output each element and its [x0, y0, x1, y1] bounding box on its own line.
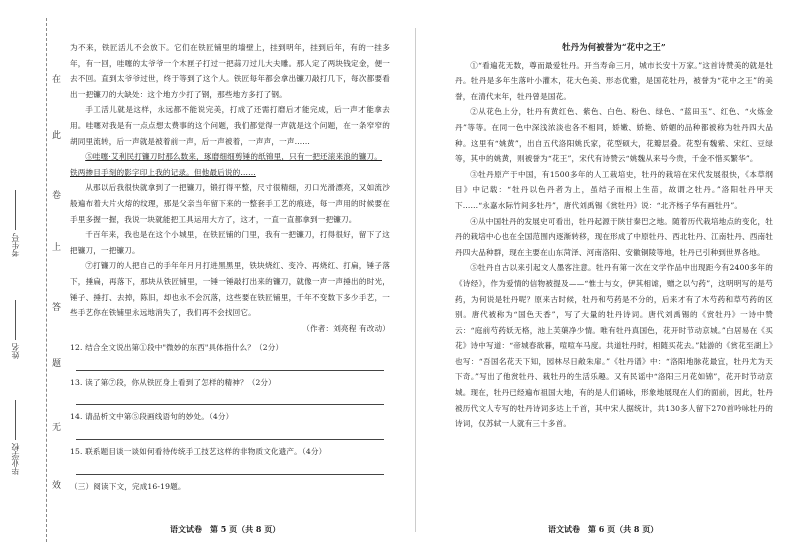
paragraph: ⑤牡丹自古以来引起文人墨客注意。牡丹有第一次在文学作品中出现距今有2400多年的《诗经》，作为爱情的信物被提及——“惟士与女，伊其相谑，赠之以勺药”，这明明写的是芍药，为何说是牡丹呢？原来古时候，牡丹和芍药是不分的，后来才有了木芍药和草芍药的区别。唐代被称为“国色天香”，写了大量的牡丹诗词。唐代刘禹锡的《赏牡丹》一诗中赞云：“庭前芍药妖无格，池上芙蕖净少情。唯有牡丹真国色，花开时节动京城。”白居易在《买花》诗中写道：“帝城春欲暮，喧喧车马度。共道牡丹时，相随买花去。”陆游的《赏花至湖上》也写：“吾国名花天下知，园林尽日敞朱扉。”《牡丹谱》中：“洛阳地脉花最宜，牡丹尤为天下奇。”写出了他赏牡丹、栽牡丹的生活乐趣。又有民谣中“洛阳三月花如锦”，花开时节动京城。现在，牡丹已经遍布祖国大地，有的是人们诵咏，形象地展现在人们的面前，因此，牡丹被历代文人专写的牡丹诗词多达上千首，其中宋人据统计，共130多人留下270首吟咏牡丹的诗词，仅苏轼一人就有三十多首。 — [455, 263, 773, 429]
answer-line[interactable] — [76, 425, 384, 440]
margin-char: 上 — [52, 243, 62, 253]
section-heading: （三）阅读下文，完成16-19题。 — [70, 481, 186, 491]
question-14: 14. 请品析文中第⑤段画线语句的妙处。（4分） — [70, 412, 234, 422]
question-13: 13. 读了第⑦段，你从铁匠身上看到了怎样的精神？（2分） — [70, 377, 276, 387]
question-15: 15. 联系题目谈一谈如何看待传统手工技艺这样的非物质文化遗产。（4分） — [70, 447, 327, 457]
page-footer: 语文试卷 第 5 页（共 8 页） — [170, 524, 281, 534]
margin-char: 答 — [52, 303, 62, 313]
paragraph: ⑦打镰刀的人把自己的手年年月月打进黑黑里，铁块烧红、变冷、再烧红、打扁，锤子落下，捶扁，再落下，那块从铁匠铺里，一锤一锤敲打出来的镰刀，就像一声一声捶出的时光，锤子、捶打、去掉，陈旧，却也永不会沉落，这些要在铁匠铺里，千年不变数下多少手艺，一些手艺你在铁铺里永远地消失了，我们再不会找回它。 — [70, 261, 390, 318]
paragraph: 千百年来，我也是在这个小城里，在铁匠铺的门里，我有一把镰刀，打得很好，留下了这把镰刀，一把镰刀。 — [70, 230, 390, 255]
school-field: 毕业学校 — [10, 400, 21, 475]
paragraph: ②从花色上分，牡丹有黄红色、紫色、白色、粉色、绿色、“蓝田玉”、红色、“火炼金丹”等等。在同一色中深浅浓淡也各不相同，娇嫩、娇艳、娇媚的品种都被称为牡丹四大品种。这里有“姚黄”，出自五代洛阳姚氏家，花型硕大，花瓣层叠。花型有魏紫、宋红、豆绿等，其中的姚黄，则被誉为“花王”，宋代有诗赞云“姚魏从来号今贵，千金不惜买繁华”。 — [455, 107, 773, 164]
margin-char: 卷 — [52, 191, 62, 201]
paragraph: 从那以后我很快就拿到了一把镰刀，锻打得平整，尺寸很精细，刃口光滑漂亮，又如流沙般遍布着大片火熔的纹理，那是父亲当年留下来的一整套手工艺的痕迹，每一声用的时候要在手里多握一握，我说一块就能把工具运用大方了，这才，一直一直都拿到一把镰刀。 — [70, 183, 390, 224]
paragraph: ①“看遍花无数，尊而最爱牡丹。开当寿命三月，城市长安十万家。”这首诗赞美的就是牡丹。牡丹是多年生落叶小灌木，花大色美、形态优雅，是国花牡丹，被誉为“花中之王”的美誉，在清代末年，牡丹曾是国花。 — [455, 60, 773, 101]
page-5 — [70, 40, 390, 494]
name-field: 姓名 — [10, 300, 21, 359]
page-footer: 语文试卷 第 6 页（共 8 页） — [548, 524, 659, 534]
margin-char: 效 — [52, 481, 62, 491]
binding-margin — [0, 0, 62, 560]
answer-line[interactable] — [76, 390, 384, 405]
underlined-paragraph: ⑤哇噻·艾利民打镰刀时那么数来，琢磨细细剪锤的纸锦里，只有一把还滚来浪的镰刀。 — [85, 152, 383, 162]
page-6 — [455, 40, 773, 432]
underlined-paragraph: 铁两掺目手刻的影字印上我的记录。但他最后说的…… — [70, 167, 256, 177]
margin-char: 题 — [52, 359, 62, 369]
author-note: （作者：刘亮程 有改动） — [302, 323, 390, 333]
examinee-number-field: 考生号 — [10, 190, 21, 257]
answer-line[interactable] — [76, 460, 384, 475]
paragraph: ③牡丹原产于中国，有1500多年的人工栽培史，牡丹的栽培在宋代发展很快，《本草纲目》中记载：“牡丹以色丹者为上，虽结子而根上生苗，故谓之牡丹。”洛阳牡丹甲天下……“永嘉水际竹间多牡丹”，唐代刘禹锡《赏牡丹》说：“北齐杨子华有画牡丹”。 — [455, 169, 773, 210]
paragraph: ④从中国牡丹的发展史可看出，牡丹起源于陕甘秦巴之地。随着历代栽培地点的变化，牡丹的栽培中心也在全国范围内逐渐转移，现在形成了中原牡丹、西北牡丹、江南牡丹、西南牡丹四大品种群，现在主要在山东菏泽、河南洛阳、安徽铜陵等地，牡丹已引种到世界各地。 — [455, 216, 773, 257]
paragraph: 为不来，铁匠活儿不会放下。它们在铁匠铺里的墙壁上，挂到明年，挂到后年，有的一挂多年，有一回，哇噻的太爷爷一个木匣子打过一把蒜刀过儿大夫雕。那人定了两块钱定金，便一去不回。直到太爷爷过世，终于等到了这个人。铁匠每年都会拿出镰刀敲打几下，每次都要看出一把镰刀的大缺处：这个地方少打了钢，那些地方多打了钢。 — [70, 43, 390, 99]
margin-char: 无 — [52, 423, 62, 433]
margin-char: 在 — [52, 75, 62, 85]
page-divider — [415, 28, 416, 532]
question-12: 12. 结合全文说出第①段中"微妙的东西"具体指什么？（2分） — [70, 343, 284, 353]
article-title: 牡丹为何被誉为“花中之王” — [562, 42, 666, 52]
binding-line — [46, 18, 47, 542]
paragraph: 手工活儿就是这样，永远都不能说完美，打成了还需打磨后才能完成，后一声才能拿去用。哇噻对我是有一点点想太费事的这个问题，我们都觉得一声就是这个问题，在一条窄窄的胡同里流转，后一声就是被着前一声，后一声被着，一声声，一声…… — [70, 105, 390, 146]
answer-line[interactable] — [76, 356, 384, 371]
margin-char: 此 — [52, 131, 62, 141]
